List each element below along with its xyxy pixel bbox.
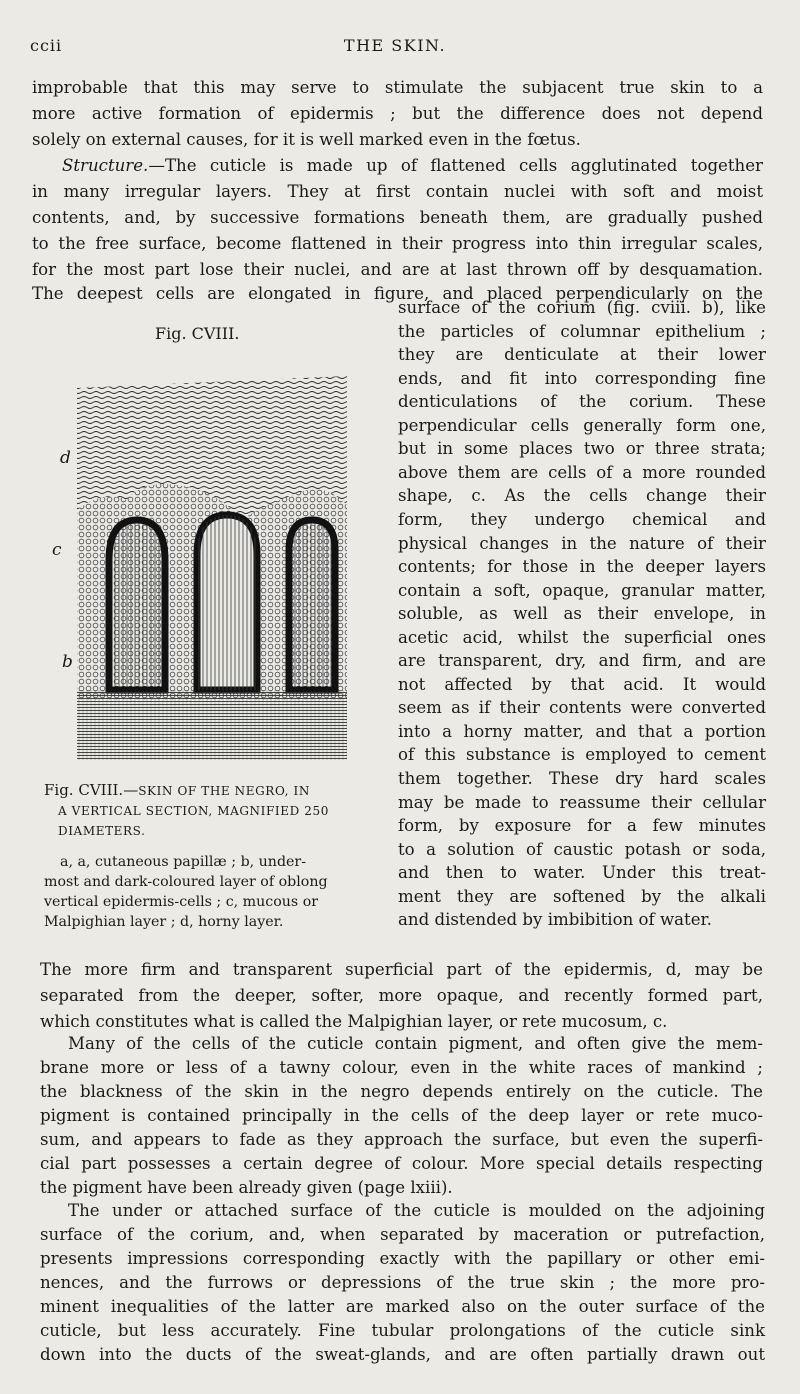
- text-line: cuticle, but less accurately. Fine tubular prolongations of the cuticle sink: [40, 1321, 765, 1340]
- figure-marker-d: d: [60, 448, 71, 468]
- text-line: solely on external causes, for it is well marked even in the fœtus.: [32, 130, 581, 149]
- page-number: ccii: [30, 36, 63, 55]
- right-column-line: and distended by imbibition of water.: [398, 910, 712, 930]
- papilla: [289, 520, 335, 690]
- text-line: brane more or less of a tawny colour, even in the white races of mankind ;: [40, 1058, 763, 1077]
- right-column-line: physical changes in the nature of their: [398, 533, 766, 553]
- right-column-line: the particles of columnar epithelium ;: [398, 321, 766, 341]
- caption-sub-line: A VERTICAL SECTION, MAGNIFIED 250: [58, 804, 329, 818]
- text-line: the pigment have been already given (page lxiii).: [40, 1178, 453, 1197]
- running-title: THE SKIN.: [343, 36, 447, 55]
- text-line: separated from the deeper, softer, more opaque, and recently formed part,: [40, 986, 763, 1005]
- text-line: The under or attached surface of the cuticle is moulded on the adjoining: [68, 1201, 765, 1220]
- page-header: [30, 36, 760, 58]
- right-column-line: perpendicular cells generally form one,: [398, 415, 766, 435]
- figure-marker-c: c: [52, 540, 62, 560]
- text-line: The more firm and transparent superficial part of the epidermis, d, may be: [40, 960, 763, 979]
- right-column-line: above them are cells of a more rounded: [398, 462, 766, 482]
- right-column-line: are transparent, dry, and firm, and are: [398, 651, 766, 671]
- right-column-line: contain a soft, opaque, granular matter,: [398, 580, 766, 600]
- text-line: contents, and, by successive formations beneath them, are gradually pushed: [32, 208, 763, 227]
- legend-line: vertical epidermis-cells ; c, mucous or: [44, 894, 319, 910]
- right-column-line: but in some places two or three strata;: [398, 439, 766, 459]
- text-line: improbable that this may serve to stimulate the subjacent true skin to a: [32, 78, 763, 97]
- right-column-line: into a horny matter, and that a portion: [398, 721, 766, 741]
- text-line: in many irregular layers. They at first contain nuclei with soft and moist: [32, 182, 763, 201]
- text-line: minent inequalities of the latter are marked also on the outer surface of the: [40, 1297, 765, 1316]
- text-line: more active formation of epidermis ; but the difference does not depend: [32, 104, 763, 123]
- papilla-fibres: [197, 515, 257, 690]
- text-line: for the most part lose their nuclei, and are at last thrown off by desquamation.: [32, 260, 763, 279]
- caption-sub-line: DIAMETERS.: [58, 824, 146, 838]
- right-column-line: ends, and fit into corresponding fine: [398, 368, 766, 388]
- figure-caption: [44, 780, 370, 841]
- caption-first-line: [44, 780, 370, 801]
- legend-line: most and dark-coloured layer of oblong: [44, 874, 328, 890]
- right-column-line: to a solution of caustic potash or soda,: [398, 839, 766, 859]
- text-line: nences, and the furrows or depressions of the true skin ; the more pro-: [40, 1273, 765, 1292]
- right-column-line: acetic acid, whilst the superficial ones: [398, 627, 766, 647]
- right-column-line: surface of the corium (fig. cviii. b), like: [398, 298, 766, 317]
- right-column-line: shape, c. As the cells change their: [398, 486, 766, 506]
- right-column-line: of this substance is employed to cement: [398, 745, 766, 765]
- text-line: to the free surface, become flattened in their progress into thin irregular scales,: [32, 234, 763, 253]
- text-line: cial part possesses a certain degree of colour. More special details respecting: [40, 1154, 763, 1173]
- text-line: presents impressions corresponding exactly with the papillary or other emi-: [40, 1249, 765, 1268]
- structure-first-line-rest: —The cuticle is made up of flattened cells agglutinated together: [148, 156, 763, 175]
- papilla: [109, 520, 165, 690]
- text-line: Many of the cells of the cuticle contain pigment, and often give the mem-: [68, 1034, 763, 1053]
- right-column-line: denticulations of the corium. These: [398, 392, 766, 412]
- legend-line: a, a, cutaneous papillæ ; b, under-: [60, 854, 307, 870]
- figure-marker-b: b: [62, 652, 73, 672]
- text-line: down into the ducts of the sweat-glands, and are often partially drawn out: [40, 1345, 765, 1364]
- right-column-line: them together. These dry hard scales: [398, 769, 766, 788]
- right-column-line: contents; for those in the deeper layers: [398, 557, 766, 577]
- text-line: The deepest cells are elongated in figure, and placed perpendicularly on the: [32, 284, 763, 303]
- right-column-line: ment they are softened by the alkali: [398, 886, 766, 906]
- right-column-line: they are denticulate at their lower: [398, 345, 766, 365]
- text-line: pigment is contained principally in the cells of the deep layer or rete muco-: [40, 1106, 763, 1125]
- right-column-line: may be made to reassume their cellular: [398, 792, 766, 812]
- right-column-line: soluble, as well as their envelope, in: [398, 604, 766, 624]
- right-column-line: form, they undergo chemical and: [398, 509, 766, 529]
- caption-prefix: Fig. CVIII.—: [44, 781, 139, 799]
- text-line: sum, and appears to fade as they approach the surface, but even the superfi-: [40, 1130, 763, 1149]
- right-column-line: form, by exposure for a few minutes: [398, 816, 766, 836]
- right-column-line: and then to water. Under this treat-: [398, 863, 766, 883]
- text-line: surface of the corium, and, when separated by maceration or putrefaction,: [40, 1225, 765, 1244]
- skin-section-figure: [57, 370, 352, 780]
- text-line: which constitutes what is called the Malpighian layer, or rete mucosum, c.: [40, 1012, 668, 1031]
- caption-title: SKIN OF THE NEGRO, IN: [138, 784, 310, 798]
- right-column-line: not affected by that acid. It would: [398, 674, 766, 694]
- structure-first-line: [62, 153, 763, 179]
- figure-label: Fig. CVIII.: [155, 324, 240, 343]
- right-column-line: seem as if their contents were converted: [398, 698, 766, 718]
- legend-line: Malpighian layer ; d, horny layer.: [44, 914, 284, 930]
- text-line: the blackness of the skin in the negro depends entirely on the cuticle. The: [40, 1082, 763, 1101]
- structure-heading: Structure.: [62, 156, 149, 175]
